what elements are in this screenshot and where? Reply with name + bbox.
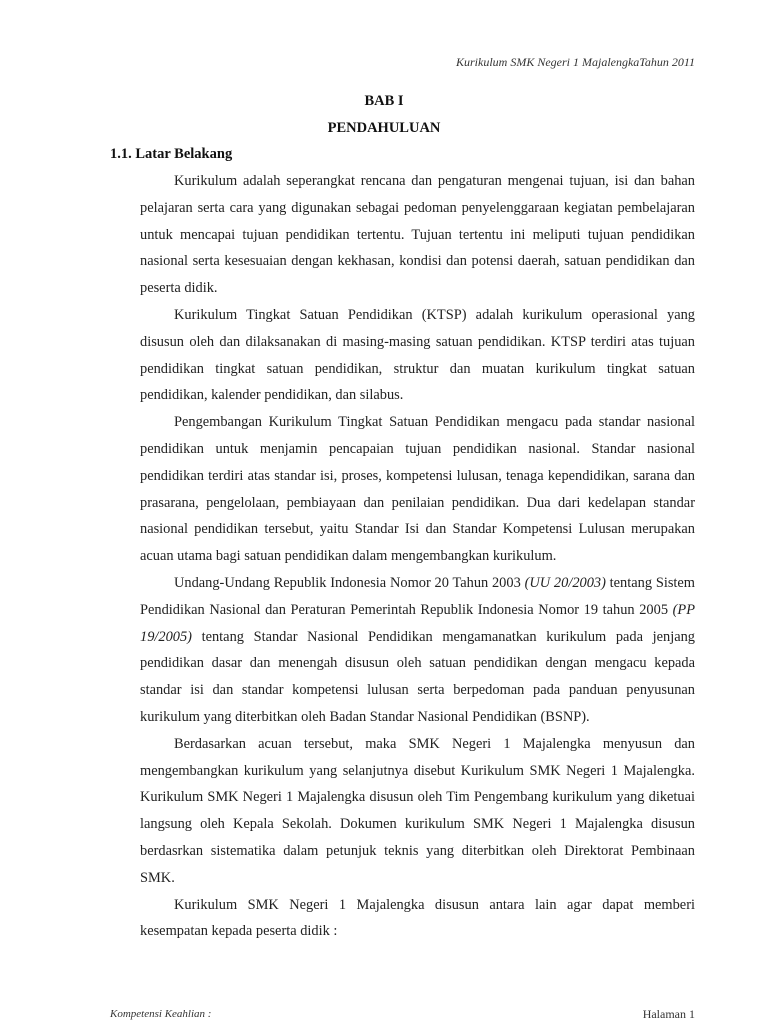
paragraph: Pengembangan Kurikulum Tingkat Satuan Pendidikan mengacu pada standar nasional pendidikan untuk menjamin pencapaian tujuan pendidikan nasional. Standar nasional pendidikan terdiri atas standar isi, proses, kompetensi lulusan, tenaga kependidikan, sarana dan prasarana, pengelolaan, pembiayaan dan penilaian pendidikan. Dua dari kedelapan standar nasional pendidikan tersebut, yaitu Standar Isi dan Standar Kompetensi Lulusan merupakan acuan utama bagi satuan pendidikan dalam mengembangkan kurikulum. (140, 414, 695, 565)
paragraph: Kurikulum SMK Negeri 1 Majalengka disusun antara lain agar dapat memberi kesempatan kepada peserta didik : (140, 896, 695, 940)
footer-competency: Kompetensi Keahlian : (110, 1008, 212, 1020)
paragraph: Berdasarkan acuan tersebut, maka SMK Negeri 1 Majalengka menyusun dan mengembangkan kurikulum yang selanjutnya disebut Kurikulum SMK Negeri 1 Majalengka. Kurikulum SMK Negeri 1 Majalengka disusun oleh Tim Pengembang kurikulum yang diketuai langsung oleh Kepala Sekolah. Dokumen kurikulum SMK Negeri 1 Majalengka disusun berdasrkan sistematika dalam petunjuk teknis yang diterbitkan oleh Direktorat Pembinaan SMK. (140, 735, 695, 886)
paragraph-text: Undang-Undang Republik Indonesia Nomor 20 Tahun 2003 (174, 574, 525, 591)
chapter-label: BAB I (364, 93, 404, 109)
running-header: Kurikulum SMK Negeri 1 MajalengkaTahun 2011 (456, 55, 695, 69)
law-reference: (UU 20/2003) (524, 574, 606, 591)
paragraph: Kurikulum adalah seperangkat rencana dan pengaturan mengenai tujuan, isi dan bahan pelajaran serta cara yang digunakan sebagai pedoman penyelenggaraan kegiatan pembelajaran untuk mencapai tujuan pendidikan tertentu. Tujuan tertentu ini meliputi tujuan pendidikan nasional serta kesesuaian dengan kekhasan, kondisi dan potensi daerah, satuan pendidikan dan peserta didik. (140, 173, 695, 297)
paragraph (140, 570, 695, 731)
body-text (140, 168, 695, 945)
regulation-reference: (PP 19/2005) (140, 601, 695, 645)
chapter-title: PENDAHULUAN (327, 120, 441, 136)
paragraph-text: tentang Sistem Pendidikan Nasional dan Peraturan Pemerintah Republik Indonesia Nomor 19 tahun 2005 (140, 574, 695, 618)
paragraph: Kurikulum Tingkat Satuan Pendidikan (KTSP) adalah kurikulum operasional yang disusun oleh dan dilaksanakan di masing-masing satuan pendidikan. KTSP terdiri atas tujuan pendidikan tingkat satuan pendidikan, struktur dan muatan kurikulum tingkat satuan pendidikan, kalender pendidikan, dan silabus. (140, 306, 695, 404)
paragraph-text: tentang Standar Nasional Pendidikan mengamanatkan kurikulum pada jenjang pendidikan dasar dan menengah disusun oleh satuan pendidikan dengan mengacu kepada standar isi dan standar kompetensi lulusan serta berpedoman pada panduan penyusunan kurikulum yang diterbitkan oleh Badan Standar Nasional Pendidikan (BSNP). (140, 628, 695, 725)
page-number: Halaman 1 (642, 1007, 695, 1021)
section-heading: 1.1. Latar Belakang (110, 146, 233, 162)
